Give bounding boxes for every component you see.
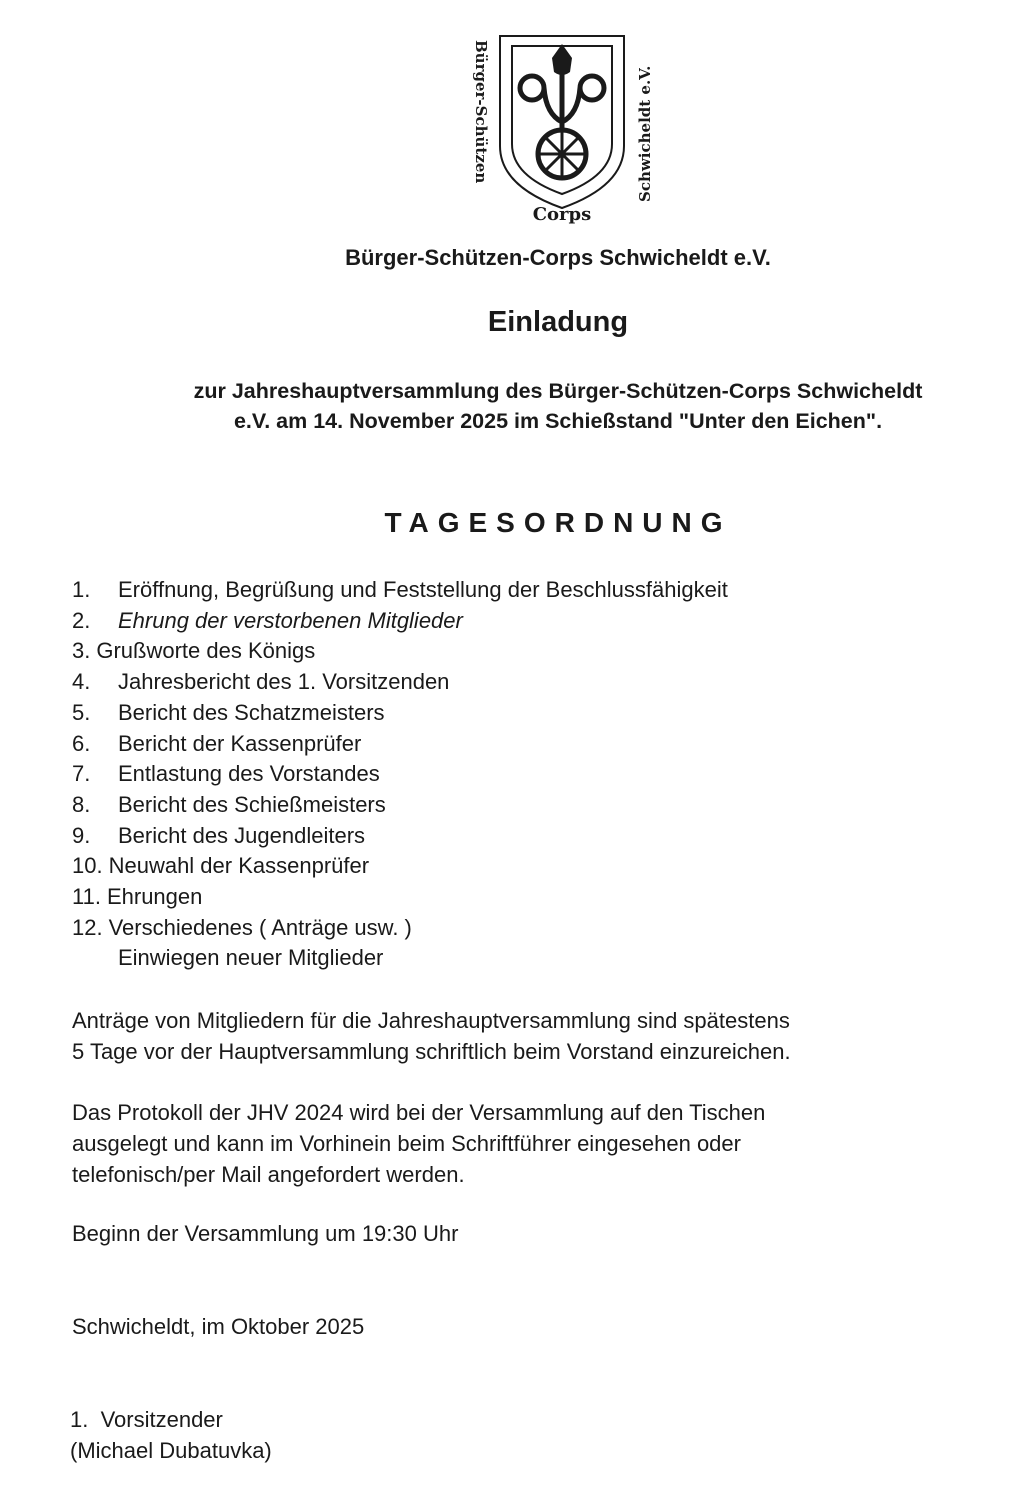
minutes-paragraph [72,1097,765,1190]
agenda-item [72,790,728,821]
club-emblem [462,26,662,226]
page-title: Einladung [487,306,629,338]
signature-role: 1. Vorsitzender [70,1407,223,1432]
agenda-item-text: Eröffnung, Begrüßung und Feststellung der Beschlussfähigkeit [118,577,728,602]
agenda-item-number: 10. [72,853,103,879]
club-name: Bürger-Schützen-Corps Schwicheldt e.V. [345,245,771,270]
agenda-subline: Einwiegen neuer Mitglieder [118,945,384,971]
agenda-item-text: Grußworte des Königs [96,638,316,664]
start-time: Beginn der Versammlung um 19:30 Uhr [72,1221,459,1246]
agenda-item-text: Bericht des Jugendleiters [118,822,366,848]
agenda-item-text: Entlastung des Vorstandes [118,761,380,787]
paragraph-line: 5 Tage vor der Hauptversammlung schriftlich beim Vorstand einzureichen. [72,1039,791,1064]
agenda-item-number: 11. [72,884,101,910]
agenda-item-number: 7. [72,761,91,787]
agenda-item-number: 12. [72,914,103,940]
paragraph-line: ausgelegt und kann im Vorhinein beim Schriftführer eingesehen oder [72,1131,741,1156]
emblem-ring-text-left: Bürger-Schützen [472,40,490,184]
agenda-item [72,606,728,637]
agenda-item [72,575,728,606]
agenda-item [72,698,728,729]
agenda-item-text: Jahresbericht des 1. Vorsitzenden [118,669,450,695]
paragraph-line: Das Protokoll der JHV 2024 wird bei der Versammlung auf den Tischen [72,1100,766,1125]
agenda-item [72,636,728,667]
agenda-item-text: Ehrung der verstorbenen Mitglieder [118,607,463,633]
signature-name: (Michael Dubatuvka) [70,1438,272,1463]
motions-paragraph [72,1005,791,1067]
intro-line-1: zur Jahreshauptversammlung des Bürger-Schützen-Corps Schwicheldt [193,379,923,403]
agenda-item-number: 4. [72,669,91,695]
agenda-item-text: Ehrungen [106,884,203,910]
agenda-item-number: 9. [72,822,91,848]
paragraph-line: Anträge von Mitgliedern für die Jahreshauptversammlung sind spätestens [72,1008,790,1033]
agenda-item [72,729,728,760]
signature-block [70,1404,272,1466]
agenda-item [72,851,728,882]
agenda-item-number: 8. [72,791,91,817]
agenda-item [72,759,728,790]
agenda-list [72,575,728,974]
agenda-item-number: 1. [72,577,91,602]
agenda-item-text: Neuwahl der Kassenprüfer [108,853,370,879]
agenda-item-text: Bericht des Schatzmeisters [118,699,385,725]
agenda-item-number: 6. [72,730,91,756]
emblem-ring-text-right: Schwicheldt e.V. [636,65,654,202]
agenda-item-number: 3. [72,638,91,664]
agenda-item-text: Bericht der Kassenprüfer [118,730,362,756]
place-date: Schwicheldt, im Oktober 2025 [72,1314,365,1339]
shield-emblem-icon [462,26,662,226]
agenda-item [72,821,728,852]
emblem-ring-text-bottom: Corps [532,204,592,225]
agenda-item [72,882,728,913]
agenda-item-text: Bericht des Schießmeisters [118,791,386,817]
agenda-item-number: 5. [72,699,91,725]
paragraph-line: telefonisch/per Mail angefordert werden. [72,1162,465,1187]
agenda-item [72,667,728,698]
agenda-item [72,913,728,944]
intro-line-2: e.V. am 14. November 2025 im Schießstand "Unter den Eichen". [233,409,883,433]
agenda-heading: TAGESORDNUNG [384,507,732,538]
invitation-intro [0,376,1036,436]
agenda-item-number: 2. [72,607,91,633]
agenda-item-text: Verschiedenes ( Anträge usw. ) [108,914,412,940]
